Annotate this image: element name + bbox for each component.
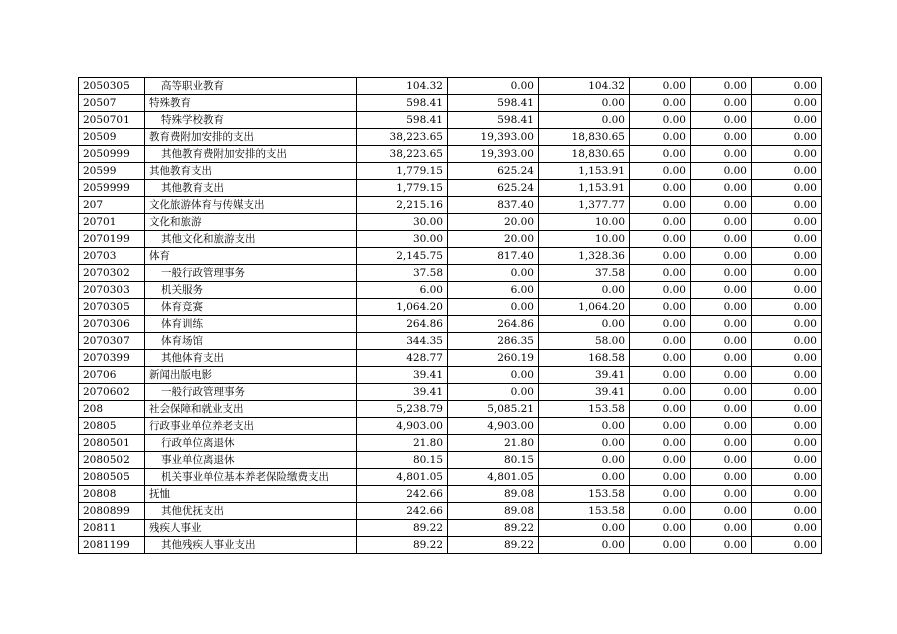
cell-code: 208 [79,401,145,418]
table-row [79,146,822,163]
cell-total: 39.41 [357,367,448,384]
cell-total: 598.41 [357,112,448,129]
cell-col5: 0.00 [691,520,752,537]
cell-project: 1,328.36 [539,248,630,265]
cell-col4: 0.00 [630,112,691,129]
cell-total: 4,903.00 [357,418,448,435]
cell-name: 行政单位离退休 [145,435,357,452]
cell-code: 2070399 [79,350,145,367]
cell-code: 2070303 [79,282,145,299]
cell-total: 21.80 [357,435,448,452]
cell-total: 2,145.75 [357,248,448,265]
cell-col4: 0.00 [630,350,691,367]
cell-total: 30.00 [357,231,448,248]
cell-basic: 89.22 [448,537,539,554]
table-row [79,486,822,503]
table-row [79,418,822,435]
cell-basic: 837.40 [448,197,539,214]
cell-col4: 0.00 [630,384,691,401]
cell-code: 2080501 [79,435,145,452]
cell-basic: 21.80 [448,435,539,452]
cell-col4: 0.00 [630,282,691,299]
cell-col4: 0.00 [630,180,691,197]
cell-basic: 264.86 [448,316,539,333]
cell-name: 特殊教育 [145,95,357,112]
table-row [79,367,822,384]
cell-name: 体育场馆 [145,333,357,350]
cell-col4: 0.00 [630,367,691,384]
cell-code: 2059999 [79,180,145,197]
cell-total: 264.86 [357,316,448,333]
cell-total: 104.32 [357,78,448,95]
cell-name: 一般行政管理事务 [145,384,357,401]
table-row [79,503,822,520]
table-row [79,350,822,367]
table-row [79,231,822,248]
cell-total: 1,779.15 [357,163,448,180]
cell-col5: 0.00 [691,146,752,163]
cell-total: 37.58 [357,265,448,282]
cell-col6: 0.00 [752,112,822,129]
table-row [79,469,822,486]
cell-basic: 20.00 [448,214,539,231]
cell-name: 其他文化和旅游支出 [145,231,357,248]
table-row [79,333,822,350]
cell-name: 事业单位离退休 [145,452,357,469]
cell-total: 6.00 [357,282,448,299]
cell-name: 其他体育支出 [145,350,357,367]
cell-code: 2070602 [79,384,145,401]
cell-col5: 0.00 [691,180,752,197]
cell-name: 其他教育支出 [145,163,357,180]
cell-col6: 0.00 [752,401,822,418]
cell-col5: 0.00 [691,282,752,299]
table-row [79,78,822,95]
cell-name: 其他优抚支出 [145,503,357,520]
cell-col4: 0.00 [630,146,691,163]
cell-col5: 0.00 [691,537,752,554]
cell-project: 1,377.77 [539,197,630,214]
cell-name: 一般行政管理事务 [145,265,357,282]
cell-col4: 0.00 [630,401,691,418]
cell-col4: 0.00 [630,265,691,282]
cell-basic: 20.00 [448,231,539,248]
cell-col4: 0.00 [630,78,691,95]
cell-col6: 0.00 [752,129,822,146]
cell-total: 428.77 [357,350,448,367]
cell-col6: 0.00 [752,384,822,401]
cell-basic: 0.00 [448,265,539,282]
cell-project: 153.58 [539,401,630,418]
cell-col6: 0.00 [752,197,822,214]
cell-col5: 0.00 [691,299,752,316]
table-row [79,401,822,418]
cell-total: 598.41 [357,95,448,112]
cell-code: 2070307 [79,333,145,350]
cell-code: 2070305 [79,299,145,316]
cell-col6: 0.00 [752,350,822,367]
cell-col6: 0.00 [752,503,822,520]
cell-project: 0.00 [539,469,630,486]
cell-code: 2070302 [79,265,145,282]
cell-total: 89.22 [357,520,448,537]
cell-basic: 89.08 [448,486,539,503]
cell-basic: 89.08 [448,503,539,520]
cell-total: 242.66 [357,486,448,503]
cell-code: 2070306 [79,316,145,333]
cell-col5: 0.00 [691,452,752,469]
cell-code: 2050999 [79,146,145,163]
cell-col4: 0.00 [630,248,691,265]
cell-col6: 0.00 [752,452,822,469]
cell-basic: 260.19 [448,350,539,367]
cell-basic: 286.35 [448,333,539,350]
table-row [79,299,822,316]
cell-total: 89.22 [357,537,448,554]
cell-basic: 0.00 [448,299,539,316]
cell-project: 18,830.65 [539,129,630,146]
cell-col4: 0.00 [630,129,691,146]
cell-project: 39.41 [539,384,630,401]
cell-name: 文化旅游体育与传媒支出 [145,197,357,214]
table-row [79,384,822,401]
cell-col4: 0.00 [630,316,691,333]
cell-code: 20808 [79,486,145,503]
cell-basic: 80.15 [448,452,539,469]
cell-code: 20805 [79,418,145,435]
table-row [79,95,822,112]
cell-col5: 0.00 [691,78,752,95]
cell-basic: 19,393.00 [448,146,539,163]
cell-col5: 0.00 [691,333,752,350]
cell-total: 5,238.79 [357,401,448,418]
cell-basic: 598.41 [448,95,539,112]
budget-table [78,77,822,554]
cell-col5: 0.00 [691,486,752,503]
cell-col5: 0.00 [691,248,752,265]
cell-project: 1,153.91 [539,163,630,180]
cell-code: 2050701 [79,112,145,129]
cell-name: 抚恤 [145,486,357,503]
table-row [79,129,822,146]
cell-project: 1,153.91 [539,180,630,197]
cell-col5: 0.00 [691,435,752,452]
cell-project: 0.00 [539,452,630,469]
table-row [79,282,822,299]
cell-col6: 0.00 [752,418,822,435]
cell-col5: 0.00 [691,469,752,486]
cell-code: 2050305 [79,78,145,95]
cell-col6: 0.00 [752,486,822,503]
cell-total: 4,801.05 [357,469,448,486]
cell-project: 168.58 [539,350,630,367]
cell-col4: 0.00 [630,537,691,554]
cell-project: 58.00 [539,333,630,350]
cell-basic: 0.00 [448,384,539,401]
cell-basic: 4,903.00 [448,418,539,435]
table-row [79,452,822,469]
cell-name: 文化和旅游 [145,214,357,231]
cell-col4: 0.00 [630,333,691,350]
cell-basic: 598.41 [448,112,539,129]
cell-basic: 4,801.05 [448,469,539,486]
cell-code: 20509 [79,129,145,146]
cell-col6: 0.00 [752,95,822,112]
table-row [79,435,822,452]
cell-name: 新闻出版电影 [145,367,357,384]
cell-col5: 0.00 [691,129,752,146]
cell-project: 0.00 [539,282,630,299]
cell-col4: 0.00 [630,520,691,537]
cell-col5: 0.00 [691,418,752,435]
cell-col6: 0.00 [752,520,822,537]
cell-basic: 6.00 [448,282,539,299]
cell-code: 20701 [79,214,145,231]
cell-name: 体育竞赛 [145,299,357,316]
cell-basic: 5,085.21 [448,401,539,418]
cell-col5: 0.00 [691,401,752,418]
cell-project: 0.00 [539,435,630,452]
cell-total: 2,215.16 [357,197,448,214]
cell-code: 2080505 [79,469,145,486]
cell-col5: 0.00 [691,384,752,401]
cell-col4: 0.00 [630,435,691,452]
cell-project: 0.00 [539,95,630,112]
cell-col5: 0.00 [691,265,752,282]
table-row [79,265,822,282]
cell-code: 2080502 [79,452,145,469]
cell-col4: 0.00 [630,452,691,469]
cell-col6: 0.00 [752,231,822,248]
cell-basic: 817.40 [448,248,539,265]
cell-total: 242.66 [357,503,448,520]
cell-col5: 0.00 [691,163,752,180]
cell-col4: 0.00 [630,95,691,112]
cell-col5: 0.00 [691,214,752,231]
cell-name: 社会保障和就业支出 [145,401,357,418]
cell-name: 体育训练 [145,316,357,333]
cell-code: 207 [79,197,145,214]
cell-project: 104.32 [539,78,630,95]
cell-total: 80.15 [357,452,448,469]
cell-basic: 625.24 [448,180,539,197]
cell-col5: 0.00 [691,197,752,214]
table-row [79,248,822,265]
cell-name: 高等职业教育 [145,78,357,95]
table-row [79,197,822,214]
table-row [79,214,822,231]
cell-name: 其他教育费附加安排的支出 [145,146,357,163]
cell-name: 其他残疾人事业支出 [145,537,357,554]
cell-total: 38,223.65 [357,129,448,146]
cell-col4: 0.00 [630,299,691,316]
cell-project: 18,830.65 [539,146,630,163]
table-row [79,316,822,333]
cell-total: 38,223.65 [357,146,448,163]
cell-total: 1,064.20 [357,299,448,316]
cell-col4: 0.00 [630,214,691,231]
cell-total: 1,779.15 [357,180,448,197]
cell-project: 37.58 [539,265,630,282]
cell-name: 教育费附加安排的支出 [145,129,357,146]
cell-col6: 0.00 [752,537,822,554]
cell-col5: 0.00 [691,95,752,112]
cell-col6: 0.00 [752,180,822,197]
cell-code: 20706 [79,367,145,384]
cell-name: 残疾人事业 [145,520,357,537]
cell-col5: 0.00 [691,503,752,520]
cell-code: 20703 [79,248,145,265]
cell-project: 0.00 [539,112,630,129]
cell-col6: 0.00 [752,265,822,282]
cell-code: 20599 [79,163,145,180]
cell-code: 2080899 [79,503,145,520]
table-row [79,537,822,554]
table-body [79,78,822,554]
cell-name: 特殊学校教育 [145,112,357,129]
cell-total: 30.00 [357,214,448,231]
cell-col6: 0.00 [752,469,822,486]
cell-col6: 0.00 [752,78,822,95]
cell-code: 2081199 [79,537,145,554]
cell-code: 2070199 [79,231,145,248]
cell-col5: 0.00 [691,112,752,129]
table-row [79,163,822,180]
cell-col6: 0.00 [752,146,822,163]
cell-project: 0.00 [539,418,630,435]
cell-basic: 0.00 [448,78,539,95]
cell-col4: 0.00 [630,163,691,180]
cell-project: 153.58 [539,503,630,520]
cell-col4: 0.00 [630,469,691,486]
cell-total: 344.35 [357,333,448,350]
cell-col6: 0.00 [752,163,822,180]
cell-col6: 0.00 [752,333,822,350]
table-row [79,112,822,129]
cell-project: 10.00 [539,231,630,248]
cell-col4: 0.00 [630,231,691,248]
cell-col6: 0.00 [752,248,822,265]
cell-basic: 625.24 [448,163,539,180]
cell-col4: 0.00 [630,197,691,214]
cell-col6: 0.00 [752,435,822,452]
cell-project: 1,064.20 [539,299,630,316]
cell-col5: 0.00 [691,231,752,248]
cell-col6: 0.00 [752,367,822,384]
cell-basic: 0.00 [448,367,539,384]
table-row [79,180,822,197]
cell-col4: 0.00 [630,503,691,520]
cell-col6: 0.00 [752,299,822,316]
cell-col6: 0.00 [752,316,822,333]
cell-project: 0.00 [539,520,630,537]
cell-col6: 0.00 [752,214,822,231]
cell-code: 20507 [79,95,145,112]
cell-col5: 0.00 [691,350,752,367]
cell-basic: 19,393.00 [448,129,539,146]
cell-col5: 0.00 [691,367,752,384]
cell-code: 20811 [79,520,145,537]
cell-basic: 89.22 [448,520,539,537]
cell-project: 0.00 [539,537,630,554]
cell-name: 其他教育支出 [145,180,357,197]
cell-col6: 0.00 [752,282,822,299]
cell-name: 行政事业单位养老支出 [145,418,357,435]
cell-project: 10.00 [539,214,630,231]
cell-col4: 0.00 [630,486,691,503]
cell-project: 153.58 [539,486,630,503]
cell-col5: 0.00 [691,316,752,333]
cell-project: 39.41 [539,367,630,384]
cell-col4: 0.00 [630,418,691,435]
table-row [79,520,822,537]
cell-name: 体育 [145,248,357,265]
cell-name: 机关服务 [145,282,357,299]
cell-total: 39.41 [357,384,448,401]
cell-name: 机关事业单位基本养老保险缴费支出 [145,469,357,486]
cell-project: 0.00 [539,316,630,333]
